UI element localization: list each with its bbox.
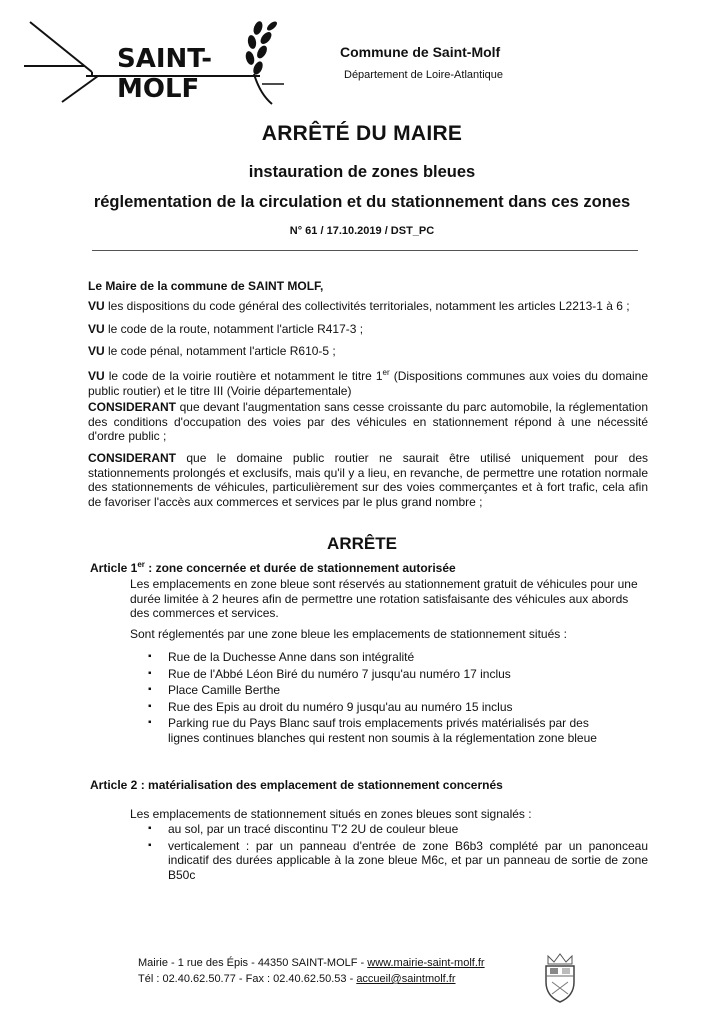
list-item: ▪ Rue de l'Abbé Léon Biré du numéro 7 jusqu'au numéro 17 inclus (148, 667, 618, 682)
preamble-vu-2: VU le code de la route, notamment l'article R417-3 ; (88, 322, 364, 336)
article-2-title: Article 2 : matérialisation des emplacement de stationnement concernés (90, 778, 503, 792)
preamble-vu-3: VU le code pénal, notamment l'article R610-5 ; (88, 344, 336, 358)
decision-heading: ARRÊTE (327, 534, 397, 553)
list-item: ▪ Parking rue du Pays Blanc sauf trois emplacements privés matérialisés par des lignes continues blanches qui restent non soumis à la réglementation zone bleue (148, 716, 618, 745)
preamble-vu-1: VU les dispositions du code général des collectivités territoriales, notamment les articles L2213-1 à 6 ; (88, 299, 630, 313)
article-2-paragraph-1: Les emplacements de stationnement situés en zones bleues sont signalés : (130, 807, 532, 821)
document-title: ARRÊTÉ DU MAIRE (261, 122, 463, 145)
list-item: ▪ verticalement : par un panneau d'entrée de zone B6b3 complété par un panonceau indicatif des durées applicable à la zone bleue M6c, et par un panneau de sortie de zone B50c (148, 839, 648, 883)
title-divider (92, 250, 638, 251)
logo-text: SAINT-MOLF (117, 44, 212, 104)
preamble-vu-4: VU le code de la voirie routière et notamment le titre 1er (Dispositions communes aux voies du domaine public routier) et le titre III (Voirie départementale) (88, 368, 649, 398)
footer-email-link[interactable]: accueil@saintmolf.fr (356, 973, 456, 985)
article-1-paragraph-1: Les emplacements en zone bleue sont réservés au stationnement gratuit de véhicules pour une durée limitée à 2 heures afin de permettre une rotation satisfaisante des véhicules aux abords des commerces et services. (130, 577, 638, 620)
document-subtitle-1: instauration de zones bleues (248, 163, 476, 181)
list-item: ▪ au sol, par un tracé discontinu T'2 2U de couleur bleue (148, 822, 648, 837)
footer-address: Mairie - 1 rue des Épis - 44350 SAINT-MOLF - www.mairie-saint-molf.fr (138, 957, 485, 969)
coat-of-arms-icon (540, 952, 580, 1004)
commune-logo (22, 14, 292, 106)
article-2-list (148, 822, 648, 882)
document-subtitle-2: réglementation de la circulation et du stationnement dans ces zones (93, 193, 631, 211)
commune-name: Commune de Saint-Molf (340, 44, 501, 60)
list-item: ▪ Rue de la Duchesse Anne dans son intégralité (148, 650, 618, 665)
department-name: Département de Loire-Atlantique (344, 69, 503, 81)
document-reference: N° 61 / 17.10.2019 / DST_PC (289, 225, 435, 237)
footer-website-link[interactable]: www.mairie-saint-molf.fr (367, 957, 485, 969)
preamble-considerant-1: CONSIDERANT que devant l'augmentation sans cesse croissante du parc automobile, la réglementation des conditions d'occupation des voies par des véhicules en stationnement répond à une nécessité d'ordre public ; (88, 400, 648, 443)
list-item: ▪ Rue des Epis au droit du numéro 9 jusqu'au au numéro 15 inclus (148, 700, 618, 715)
list-item: ▪ Place Camille Berthe (148, 683, 618, 698)
preamble-considerant-2: CONSIDERANT que le domaine public routier ne saurait être utilisé uniquement pour des stationnements prolongés et exclusifs, mais qu'il y a lieu, en revanche, de permettre une rotation normale des stationnements de véhicules, particulièrement sur des voies commerçantes et à fort trafic, cela afin de favoriser l'accès aux commerces et services par le plus grand nombre ; (88, 451, 648, 509)
article-1-list (148, 650, 618, 745)
footer-contact: Tél : 02.40.62.50.77 - Fax : 02.40.62.50.53 - accueil@saintmolf.fr (138, 973, 456, 985)
article-1-paragraph-2: Sont réglementés par une zone bleue les emplacements de stationnement situés : (130, 627, 567, 641)
preamble-intro: Le Maire de la commune de SAINT MOLF, (88, 279, 324, 293)
article-1-title: Article 1er : zone concernée et durée de stationnement autorisée (90, 560, 456, 575)
